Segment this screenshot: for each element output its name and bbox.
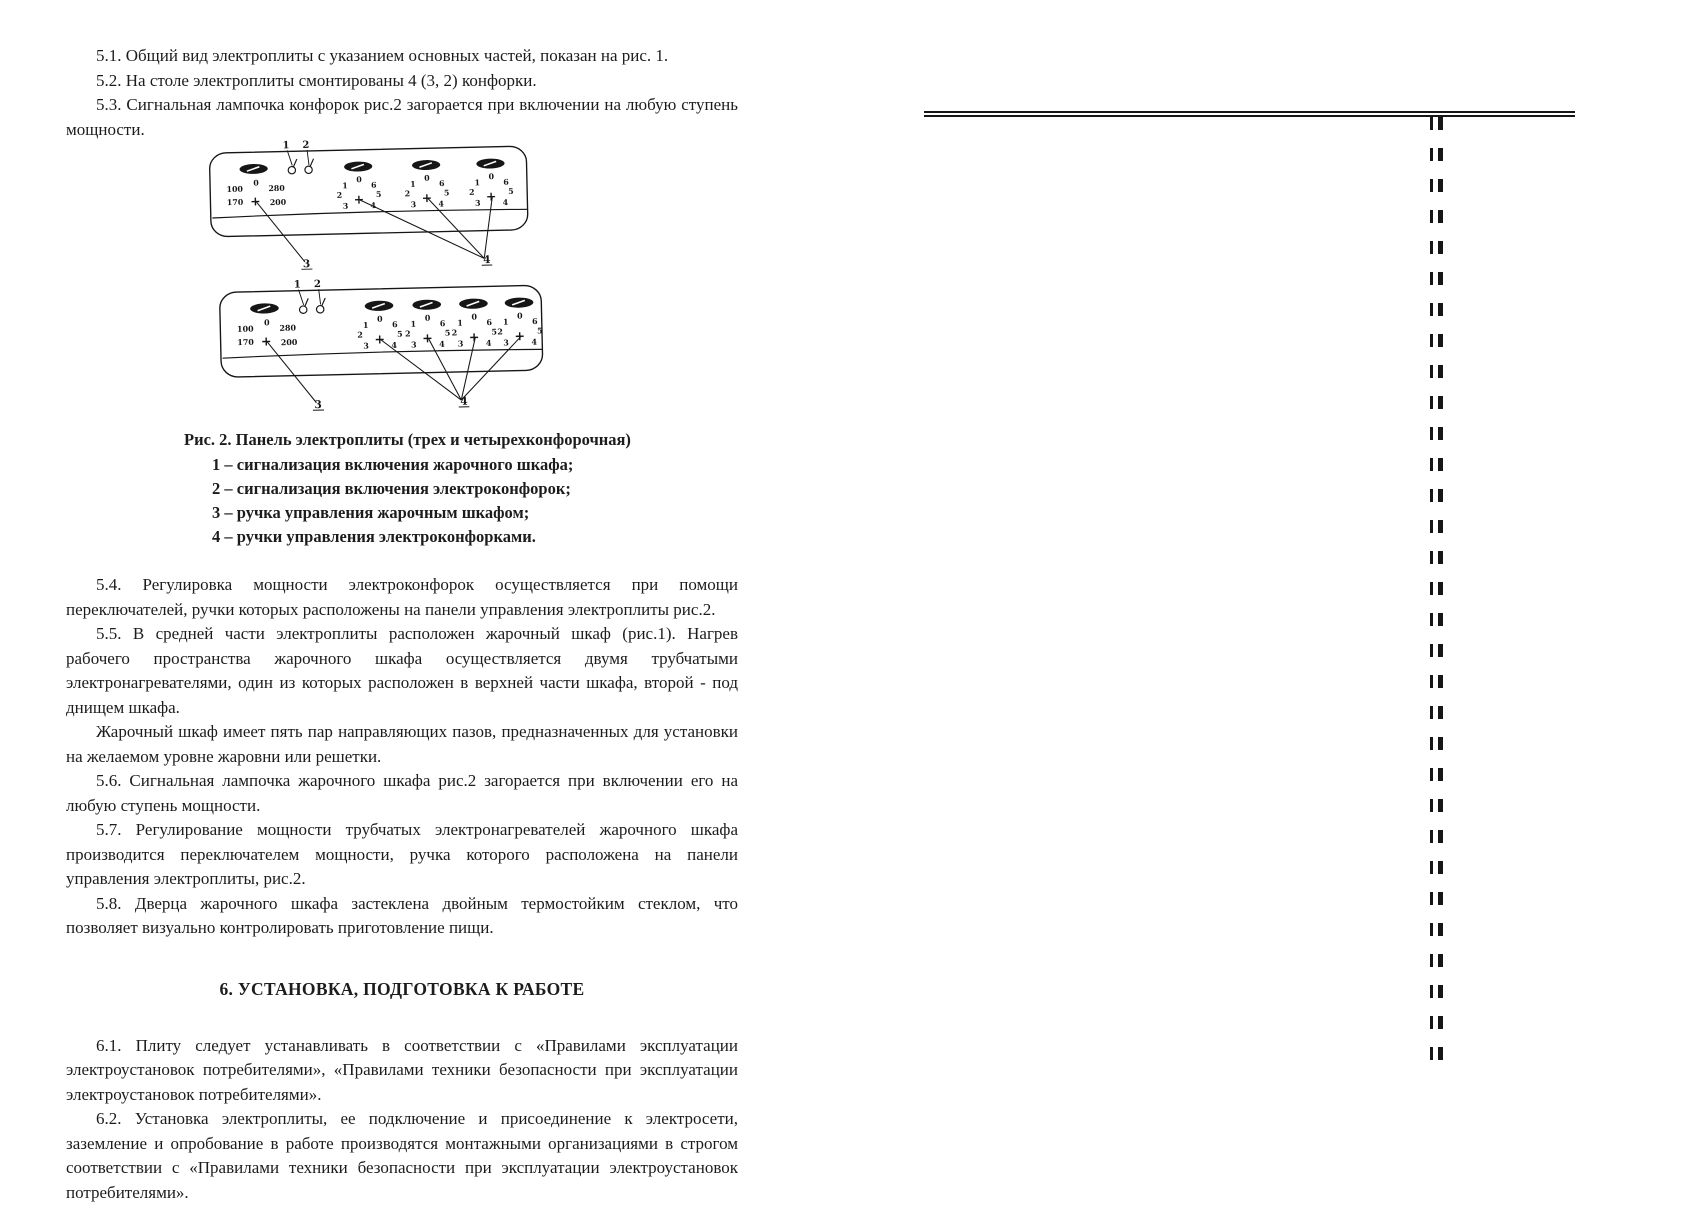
burner-scale-1: 1 [503,318,509,327]
paragraph-5-3: 5.3. Сигнальная лампочка конфорок рис.2 загорается при включении на любую ступень мощности. [66,93,738,142]
burner-scale-4: 4 [531,338,537,347]
burner-scale-0: 0 [471,313,477,322]
oven-scale-170: 170 [237,338,254,347]
burner-scale-0: 0 [356,175,362,184]
lamp-2-callout: 2 [314,279,321,290]
burner-scale-5: 5 [491,327,497,336]
burner-scale-2: 2 [452,328,458,337]
burner-scale-2: 2 [337,191,343,200]
leader-line [319,289,321,304]
legend-item-4: 4 – ручки управления электроконфорками. [212,525,738,549]
panel-front-edge [223,348,542,358]
lamp-stem [305,298,309,306]
burner-scale-0: 0 [424,174,430,183]
burner-scale-0: 0 [517,311,523,320]
burner-scale-4: 4 [370,201,376,210]
oven-scale-0: 0 [264,318,270,327]
paragraph-6-2: 6.2. Установка электроплиты, ее подключение и присоединение к электросети, заземление и опробование в работе производятся монтажными организациями в строгом соответствии с «Правилами техники безопасности при эксплуатации электроустановок потребителями». [66,1107,738,1205]
burner-knob-cross: + [469,330,480,345]
burner-knob-cross: + [422,331,433,346]
figure-panel-3burner [202,136,537,273]
page-divider-rule [924,111,1575,117]
leader-line [299,290,304,305]
oven-knob-callout: 3 [314,398,322,411]
lamp-stem [293,159,297,167]
oven-scale-0: 0 [253,179,259,188]
lamp-2-callout: 2 [302,140,309,151]
oven-scale-170: 170 [227,198,244,207]
binding-stitch-marks [1430,117,1444,1061]
burner-scale-6: 6 [532,317,538,326]
burner-scale-5: 5 [397,330,403,339]
oven-scale-280: 280 [279,324,296,333]
burner-scale-5: 5 [445,329,451,338]
burner-scale-2: 2 [469,188,475,197]
paragraph-5-2: 5.2. На столе электроплиты смонтированы 4 (3, 2) конфорки. [66,69,738,94]
burner-scale-4: 4 [486,339,492,348]
leader-line [483,197,494,258]
burner-scale-2: 2 [357,331,363,340]
burner-knob-callout: 4 [460,395,468,408]
figure-panel-4burner [212,275,552,414]
burner-scale-1: 1 [363,321,369,330]
paragraph-6-1: 6.1. Плиту следует устанавливать в соответствии с «Правилами эксплуатации электроустановок потребителями», «Правилами техники безопасности при эксплуатации электроустановок потребителями». [66,1034,738,1108]
figure-caption: Рис. 2. Панель электроплиты (трех и четырехконфорочная) [184,428,738,451]
leader-line [287,150,292,165]
burner-scale-6: 6 [486,318,492,327]
paragraph-5-4: 5.4. Регулировка мощности электроконфорок осуществляется при помощи переключателей, ручки которых расположены на панели управления электроплиты рис.2. [66,573,738,622]
panel-outline [209,146,528,237]
burner-scale-3: 3 [458,339,464,348]
leader-line [267,340,317,404]
lamp-icon [299,306,307,314]
burner-scale-5: 5 [508,187,514,196]
leader-line [307,150,309,165]
legend-item-2: 2 – сигнализация включения электроконфорок; [212,477,738,501]
burner-scale-2: 2 [405,189,411,198]
burner-scale-2: 2 [405,329,411,338]
panel-group [209,136,529,272]
burner-knob-callout: 4 [483,254,491,266]
paragraph-5-5b: Жарочный шкаф имеет пять пар направляющих пазов, предназначенных для установки на желаемом уровне жаровни или решетки. [66,720,738,769]
oven-scale-280: 280 [268,184,285,193]
burner-scale-1: 1 [410,180,416,189]
leader-line [256,200,305,263]
burner-knob-cross: + [486,189,497,204]
burner-scale-1: 1 [411,320,417,329]
burner-scale-6: 6 [440,319,446,328]
burner-scale-3: 3 [343,202,349,211]
burner-scale-6: 6 [503,178,509,187]
panel-group [219,275,544,413]
burner-scale-0: 0 [377,315,383,324]
leader-line [360,197,484,261]
stitch-bar [1438,117,1443,1061]
lamp-stem [310,159,314,167]
burner-scale-1: 1 [457,319,463,328]
legend-item-3: 3 – ручка управления жарочным шкафом; [212,501,738,525]
burner-scale-3: 3 [411,200,417,209]
leader-line [429,338,462,401]
burner-scale-4: 4 [438,199,444,208]
paragraph-5-1: 5.1. Общий вид электроплиты с указанием основных частей, показан на рис. 1. [66,44,738,69]
paragraph-5-5: 5.5. В средней части электроплиты расположен жарочный шкаф (рис.1). Нагрев рабочего пространства жарочного шкафа осуществляется двумя трубчатыми электронагревателями, один из которых расположен в верхней части шкафа, второй - под днищем шкафа. [66,622,738,720]
burner-scale-3: 3 [363,342,369,351]
figure-legend [212,453,738,549]
burner-scale-5: 5 [376,190,382,199]
burner-scale-3: 3 [411,340,417,349]
burner-scale-5: 5 [444,188,450,197]
burner-knob-cross: + [514,329,525,344]
stitch-bar [1430,117,1433,1061]
section-6-heading: 6. УСТАНОВКА, ПОДГОТОВКА К РАБОТЕ [66,979,738,1000]
legend-item-1: 1 – сигнализация включения жарочного шкафа; [212,453,738,477]
burner-knob-cross: + [354,192,365,207]
burner-scale-2: 2 [497,327,503,336]
burner-scale-3: 3 [503,338,509,347]
figure-2 [66,136,738,549]
burner-knob-cross: + [374,332,385,347]
burner-scale-6: 6 [439,179,445,188]
paragraph-5-6: 5.6. Сигнальная лампочка жарочного шкафа рис.2 загорается при включении его на любую ступень мощности. [66,769,738,818]
oven-scale-200: 200 [270,198,287,207]
burner-scale-3: 3 [475,199,481,208]
burner-knob-cross: + [421,190,432,205]
lamp-1-callout: 1 [294,279,301,290]
oven-scale-100: 100 [237,324,254,333]
burner-scale-6: 6 [392,320,398,329]
burner-scale-1: 1 [342,181,348,190]
panel-front-edge [212,208,527,218]
burner-scale-4: 4 [391,341,397,350]
oven-knob-cross: + [250,193,261,208]
oven-knob-callout: 3 [303,258,311,270]
burner-scale-1: 1 [474,178,480,187]
burner-scale-0: 0 [488,172,494,181]
oven-knob-cross: + [261,334,272,349]
oven-scale-100: 100 [226,185,243,194]
lamp-icon [305,166,312,173]
paragraph-5-7: 5.7. Регулирование мощности трубчатых электронагревателей жарочного шкафа производится переключателем мощности, ручка которого расположена на панели управления электроплиты, рис.2. [66,818,738,892]
burner-scale-4: 4 [503,198,509,207]
burner-scale-0: 0 [425,314,431,323]
lamp-1-callout: 1 [282,140,289,151]
burner-scale-6: 6 [371,181,377,190]
oven-scale-200: 200 [281,338,298,347]
burner-scale-4: 4 [439,340,445,349]
lamp-icon [316,305,324,313]
paragraph-5-8: 5.8. Дверца жарочного шкафа застеклена двойным термостойким стеклом, что позволяет визуально контролировать приготовление пищи. [66,892,738,941]
left-page [66,0,738,1205]
burner-scale-5: 5 [537,326,543,335]
lamp-icon [288,166,295,173]
lamp-stem [322,298,326,306]
